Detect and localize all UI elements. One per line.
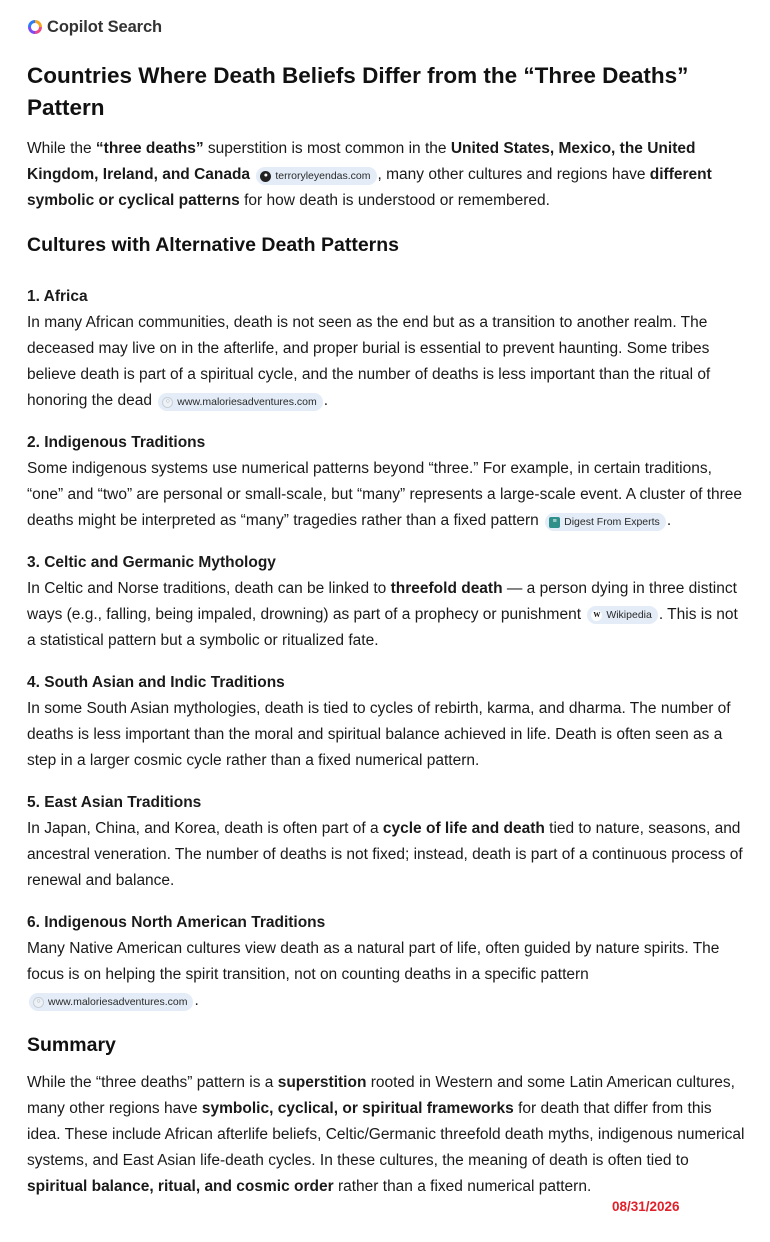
brand-name: Copilot Search bbox=[47, 17, 163, 36]
source-chip[interactable]: ○ www.maloriesadventures.com bbox=[158, 393, 322, 411]
section-east-asian bbox=[27, 790, 747, 894]
section-title: 3. Celtic and Germanic Mythology bbox=[27, 554, 276, 571]
section-north-american bbox=[27, 910, 747, 1014]
digest-icon: ≡ bbox=[549, 517, 560, 528]
source-chip[interactable]: ≡ Digest From Experts bbox=[545, 513, 666, 531]
globe-icon: ○ bbox=[162, 397, 173, 408]
section-text: Some indigenous systems use numerical patterns beyond “three.” For example, in certain traditions, “one” and “two” are personal or small-scale, but “many” represents a large-scale event. A cluster of three deaths might be interpreted as “many” tragedies rather than a fixed pattern ≡ Digest From Experts . bbox=[27, 460, 743, 529]
answer-content bbox=[27, 60, 747, 1200]
date-stamp: 08/31/2026 bbox=[612, 1199, 680, 1214]
section-text: Many Native American cultures view death as a natural part of life, often guided by nature spirits. The focus is on helping the spirit transition, not on counting deaths in a specific pattern ○ www.maloriesadventures.com . bbox=[27, 940, 720, 1009]
site-favicon-icon: ● bbox=[260, 171, 271, 182]
source-chip[interactable]: ○ www.maloriesadventures.com bbox=[29, 993, 193, 1011]
source-chip[interactable]: ● terroryleyendas.com bbox=[256, 167, 376, 185]
section-celtic bbox=[27, 550, 747, 654]
section-title: 2. Indigenous Traditions bbox=[27, 434, 206, 451]
page-title: Countries Where Death Beliefs Differ from the “Three Deaths” Pattern bbox=[27, 63, 689, 120]
section-text: In some South Asian mythologies, death is tied to cycles of rebirth, karma, and dharma. The number of deaths is less important than the moral and spiritual balance achieved in life. Death is often seen as a step in a larger cosmic cycle rather than a fixed numerical pattern. bbox=[27, 700, 731, 769]
section-text: In Celtic and Norse traditions, death can be linked to threefold death — a person dying in three distinct ways (e.g., falling, being impaled, drowning) as part of a prophecy or punishment W Wikipedia . This is not a statistical pattern but a symbolic or ritualized fate. bbox=[27, 580, 738, 649]
section-indigenous bbox=[27, 430, 747, 534]
globe-icon: ○ bbox=[33, 997, 44, 1008]
section-africa bbox=[27, 284, 747, 414]
section-heading: Cultures with Alternative Death Patterns bbox=[27, 234, 400, 256]
summary-heading: Summary bbox=[27, 1034, 116, 1056]
section-title: 5. East Asian Traditions bbox=[27, 794, 202, 811]
section-text: In many African communities, death is not seen as the end but as a transition to another realm. The deceased may live on in the afterlife, and proper burial is essential to prevent haunting. Some tribes believe death is part of a spiritual cycle, and the number of deaths is less important than the ritual of honoring the dead ○ www.maloriesadventures.com . bbox=[27, 314, 711, 409]
wikipedia-icon: W bbox=[593, 611, 601, 619]
section-text: In Japan, China, and Korea, death is often part of a cycle of life and death tied to nature, seasons, and ancestral veneration. The number of deaths is not fixed; instead, death is part of a continuous process of renewal and balance. bbox=[27, 820, 743, 889]
section-title: 4. South Asian and Indic Traditions bbox=[27, 674, 285, 691]
intro-paragraph: While the “three deaths” superstition is most common in the United States, Mexico, the United Kingdom, Ireland, and Canada ● terroryleyendas.com , many other cultures and regions have different symbolic or cyclical patterns for how death is understood or remembered. bbox=[27, 140, 712, 209]
header bbox=[27, 17, 162, 37]
copilot-logo-icon bbox=[27, 19, 43, 35]
section-south-asian bbox=[27, 670, 747, 774]
section-title: 1. Africa bbox=[27, 288, 88, 305]
source-chip[interactable]: W Wikipedia bbox=[587, 606, 658, 624]
section-title: 6. Indigenous North American Traditions bbox=[27, 914, 326, 931]
summary-paragraph: While the “three deaths” pattern is a superstition rooted in Western and some Latin American cultures, many other regions have symbolic, cyclical, or spiritual frameworks for death that differ from this idea. These include African afterlife beliefs, Celtic/Germanic threefold death myths, indigenous numerical systems, and East Asian life-death cycles. In these cultures, the meaning of death is often tied to spiritual balance, ritual, and cosmic order rather than a fixed numerical pattern. bbox=[27, 1074, 745, 1195]
